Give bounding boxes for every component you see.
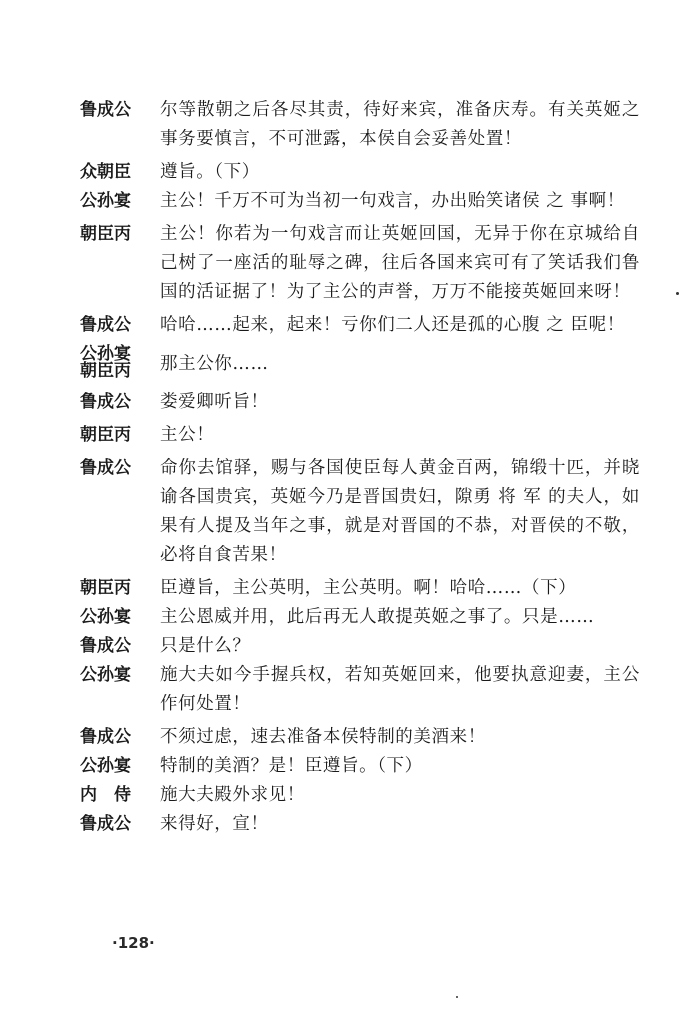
dialogue-text: 主公！你若为一句戏言而让英姬回国，无异于你在京城给自己树了一座活的耻辱之碑，往后各国来宾可有了笑话我们鲁国的活证据了！为了主公的声誉，万万不能接英姬回来呀！ <box>160 224 640 302</box>
speaker-name: 公孙宴 <box>80 191 131 211</box>
play-script <box>80 96 640 839</box>
speaker-name: 朝臣丙 <box>80 425 131 445</box>
dialogue-text: 主公！千万不可为当初一句戏言，办出贻笑诸侯 之 事啊！ <box>160 191 625 211</box>
dialogue-entry <box>80 781 640 810</box>
dialogue-text: 主公！ <box>160 425 215 445</box>
dialogue-entry <box>80 311 640 340</box>
dialogue-entry <box>80 723 640 752</box>
dialogue-entry <box>80 632 640 661</box>
speaker-name: 内 侍 <box>80 785 131 805</box>
scan-speck <box>676 292 679 295</box>
dialogue-text: 主公恩威并用，此后再无人敢提英姬之事了。只是…… <box>160 607 595 627</box>
dialogue-text: 来得好，宣！ <box>160 814 269 834</box>
speaker-name: 公孙宴 <box>80 665 131 685</box>
dialogue-text: 那主公你…… <box>160 354 269 374</box>
dialogue-entry <box>80 574 640 603</box>
speaker-name: 鲁成公 <box>80 814 131 834</box>
speaker-name: 众朝臣 <box>80 162 131 182</box>
dialogue-entry <box>80 661 640 719</box>
dialogue-entry <box>80 603 640 632</box>
speaker-name: 鲁成公 <box>80 392 131 412</box>
dialogue-entry <box>80 158 640 187</box>
dialogue-entry <box>80 752 640 781</box>
speaker-name: 鲁成公 <box>80 458 131 478</box>
speaker-name: 朝臣丙 <box>80 224 131 244</box>
speaker-name: 鲁成公 <box>80 100 131 120</box>
dialogue-text: 臣遵旨，主公英明，主公英明。啊！哈哈……（下） <box>160 578 577 598</box>
dialogue-entry <box>80 187 640 216</box>
dialogue-text: 哈哈……起来，起来！亏你们二人还是孤的心腹 之 臣呢！ <box>160 315 625 335</box>
dialogue-text: 尔等散朝之后各尽其责，待好来宾，准备庆寿。有关英姬之事务要慎言，不可泄露，本侯自会妥善处置！ <box>160 100 640 149</box>
dialogue-entry <box>80 421 640 450</box>
scan-speck <box>456 996 458 998</box>
speaker-name: 鲁成公 <box>80 636 131 656</box>
speaker-name-pair <box>80 344 160 380</box>
dialogue-entry <box>80 96 640 154</box>
speaker-name: 公孙宴 <box>80 756 131 776</box>
speaker-name: 公孙宴 <box>80 344 131 364</box>
dialogue-entry <box>80 454 640 570</box>
dialogue-entry <box>80 344 640 384</box>
dialogue-text: 不须过虑，速去准备本侯特制的美酒来！ <box>160 727 486 747</box>
dialogue-text: 特制的美酒？是！臣遵旨。（下） <box>160 756 423 776</box>
dialogue-entry <box>80 220 640 307</box>
page-number: ·128· <box>112 934 155 952</box>
speaker-name: 公孙宴 <box>80 607 131 627</box>
dialogue-text: 娄爱卿听旨！ <box>160 392 269 412</box>
dialogue-text: 施大夫如今手握兵权，若知英姬回来，他要执意迎妻，主公作何处置！ <box>160 665 640 714</box>
dialogue-text: 命你去馆驿，赐与各国使臣每人黄金百两，锦缎十匹，并晓谕各国贵宾，英姬今乃是晋国贵妇，隙勇 将 军 的夫人，如果有人提及当年之事，就是对晋国的不恭，对晋侯的不敬，必将自食苦果！ <box>160 458 640 565</box>
speaker-name: 鲁成公 <box>80 315 131 335</box>
dialogue-text: 施大夫殿外求见！ <box>160 785 305 805</box>
dialogue-entry <box>80 810 640 839</box>
dialogue-text: 只是什么？ <box>160 636 251 656</box>
speaker-name: 鲁成公 <box>80 727 131 747</box>
speaker-name: 朝臣丙 <box>80 578 131 598</box>
dialogue-text: 遵旨。（下） <box>160 162 260 182</box>
speaker-name: 朝臣丙 <box>80 361 131 381</box>
dialogue-entry <box>80 388 640 417</box>
